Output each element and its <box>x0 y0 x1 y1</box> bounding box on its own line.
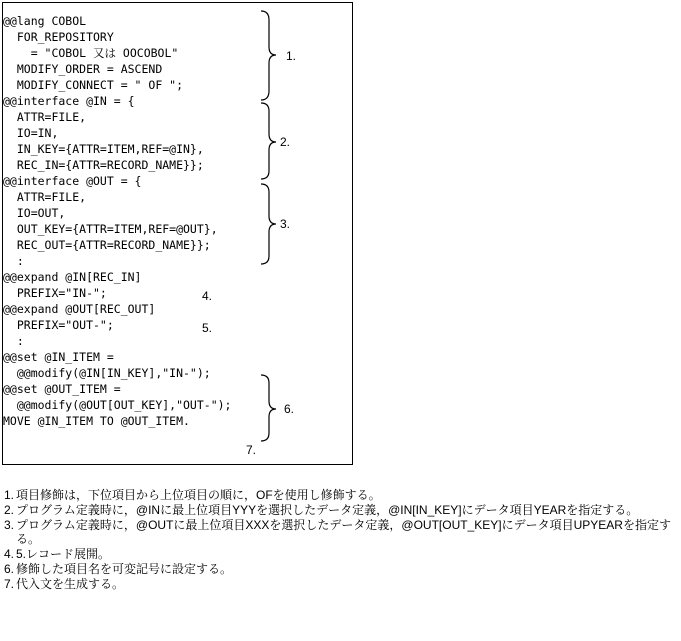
code-line: ATTR=FILE, <box>3 190 87 204</box>
code-line: @@set @OUT_ITEM = <box>3 382 121 396</box>
code-line: MODIFY_CONNECT = " OF "; <box>3 78 184 92</box>
code-line: IO=OUT, <box>3 206 66 220</box>
code-line: : <box>3 254 24 268</box>
brace-1 <box>261 11 276 100</box>
note-number: 4. <box>4 547 15 562</box>
code-line: @@expand @OUT[REC_OUT] <box>3 302 156 316</box>
note-text: プログラム定義時に，@OUTに最上位項目XXXを選択したデータ定義，@OUT[OUT_KEY]にデータ項目UPYEARを指定する。 <box>16 517 671 547</box>
brace-2 <box>261 103 276 179</box>
code-line: MODIFY_ORDER = ASCEND <box>3 62 163 76</box>
note-number: 7. <box>4 576 15 591</box>
code-line: IO=IN, <box>3 126 59 140</box>
note-item <box>4 547 679 562</box>
note-number: 2. <box>4 502 15 517</box>
note-item <box>4 503 679 518</box>
code-line: @@lang COBOL <box>3 14 87 28</box>
marker-3: 3. <box>280 217 291 231</box>
note-item <box>4 577 679 592</box>
note-item <box>4 562 679 577</box>
marker-4: 4. <box>202 289 213 303</box>
code-line: REC_OUT={ATTR=RECORD_NAME}}; <box>3 238 211 252</box>
note-item <box>4 518 679 548</box>
note-text: 5.レコード展開。 <box>16 547 111 562</box>
code-line: = "COBOL 又は OOCOBOL" <box>3 46 179 60</box>
brace-3 <box>261 184 276 264</box>
code-line: PREFIX="OUT-"; <box>3 318 114 332</box>
note-text: プログラム定義時に，@INに最上位項目YYYを選択したデータ定義，@IN[IN_KEY]にデータ項目YEARを指定する。 <box>16 502 639 517</box>
code-line: OUT_KEY={ATTR=ITEM,REF=@OUT}, <box>3 222 218 236</box>
code-line: @@modify(@IN[IN_KEY],"IN-"); <box>3 366 211 380</box>
code-line: FOR_REPOSITORY <box>3 30 114 44</box>
code-line: MOVE @IN_ITEM TO @OUT_ITEM. <box>3 414 190 428</box>
code-line: : <box>3 334 24 348</box>
code-line: @@expand @IN[REC_IN] <box>3 270 142 284</box>
code-line: ATTR=FILE, <box>3 110 87 124</box>
note-text: 項目修飾は，下位項目から上位項目の順に，OFを使用し修飾する。 <box>16 488 381 502</box>
notes-list <box>4 488 679 592</box>
code-line: @@modify(@OUT[OUT_KEY],"OUT-"); <box>3 398 232 412</box>
marker-1: 1. <box>286 49 297 63</box>
note-text: 修飾した項目名を可変記号に設定する。 <box>16 561 233 576</box>
note-number: 1. <box>4 488 15 502</box>
marker-6: 6. <box>284 402 295 416</box>
code-line: @@interface @OUT = { <box>3 174 142 188</box>
note-item <box>4 488 679 503</box>
code-line: PREFIX="IN-"; <box>3 286 107 300</box>
code-listing-box <box>2 2 353 465</box>
brace-6 <box>261 375 276 441</box>
code-line: @@interface @IN = { <box>3 94 135 108</box>
note-number: 3. <box>4 517 15 532</box>
marker-5: 5. <box>202 321 213 335</box>
code-line: @@set @IN_ITEM = <box>3 350 114 364</box>
code-line: IN_KEY={ATTR=ITEM,REF=@IN}, <box>3 142 204 156</box>
note-text: 代入文を生成する。 <box>16 576 125 591</box>
marker-2: 2. <box>280 135 291 149</box>
code-line: REC_IN={ATTR=RECORD_NAME}}; <box>3 158 204 172</box>
note-number: 6. <box>4 561 15 576</box>
marker-7: 7. <box>246 443 257 457</box>
